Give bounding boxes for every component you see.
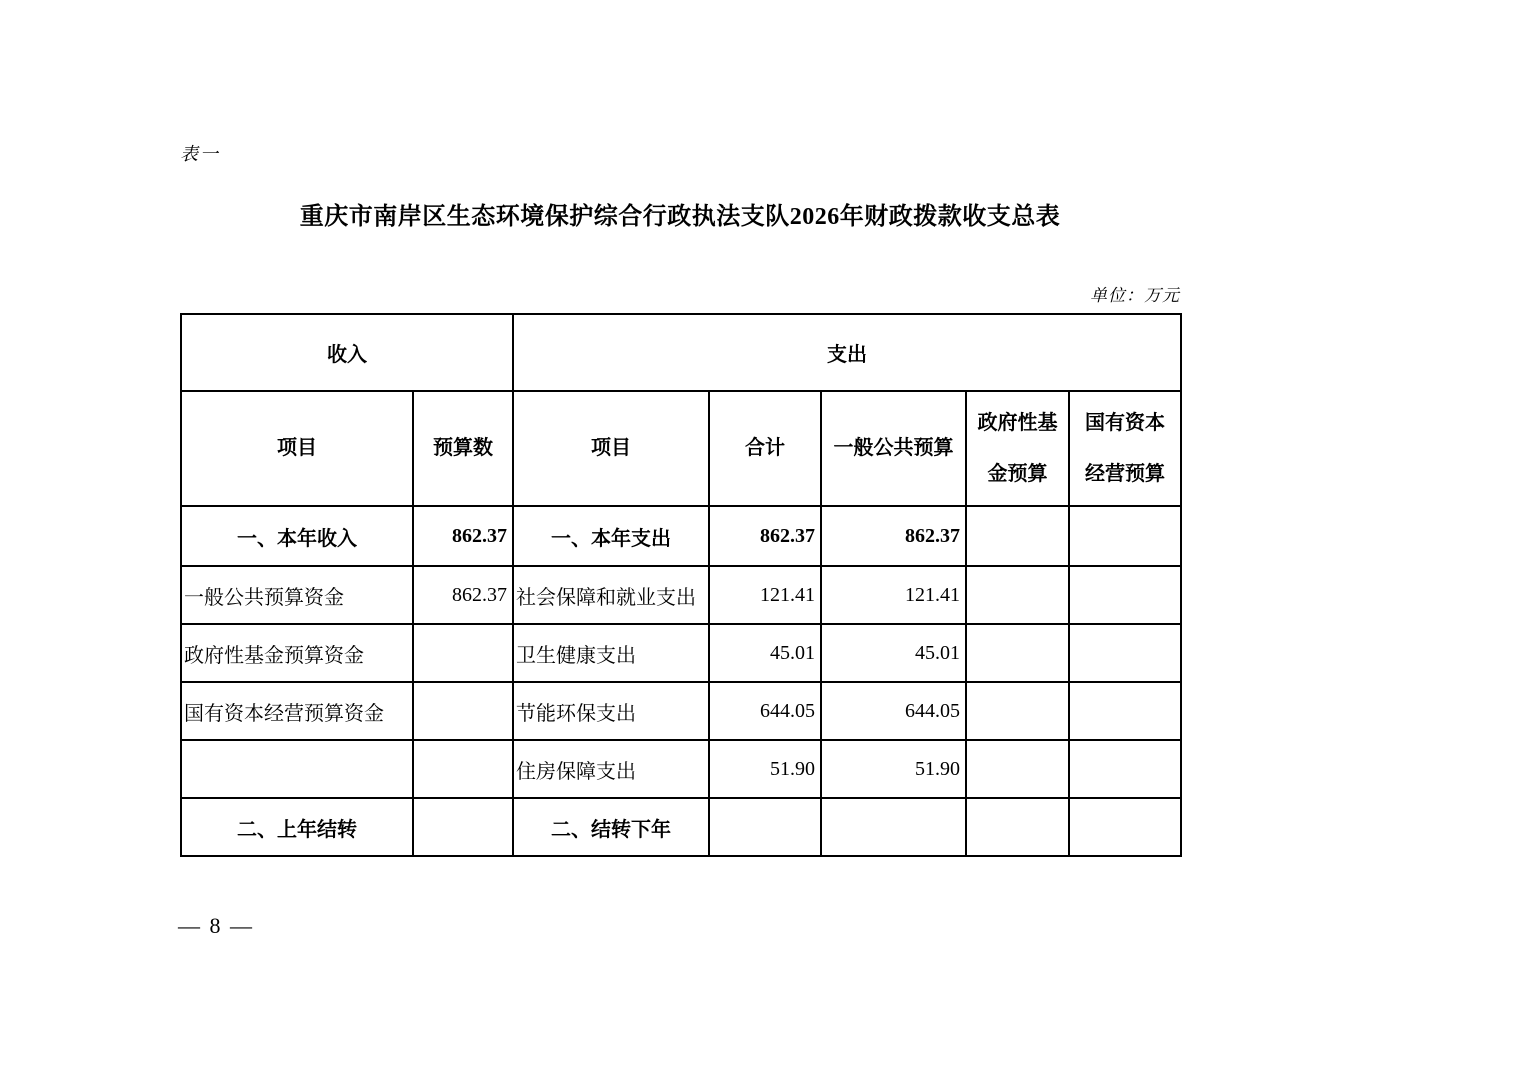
- table-row: [181, 506, 1181, 566]
- cell-total: 51.90: [709, 740, 821, 798]
- col-header-state-capital-budget: 国有资本经营预算: [1069, 391, 1181, 506]
- table-row: [181, 740, 1181, 798]
- cell-income-item: 政府性基金预算资金: [181, 624, 413, 682]
- table-row: [181, 798, 1181, 856]
- group-header-income: 收入: [181, 314, 513, 391]
- unit-note: 单位：万元: [1090, 286, 1180, 305]
- cell-income-item: 二、上年结转: [181, 798, 413, 856]
- budget-table: [180, 313, 1182, 857]
- cell-state-capital-budget: [1069, 798, 1181, 856]
- cell-expense-item: 节能环保支出: [513, 682, 709, 740]
- col-header-income-budget: 预算数: [413, 391, 513, 506]
- page-title: 重庆市南岸区生态环境保护综合行政执法支队2026年财政拨款收支总表: [299, 204, 1061, 230]
- cell-income-budget: 862.37: [413, 566, 513, 624]
- cell-total: 862.37: [709, 506, 821, 566]
- cell-general-public-budget: 121.41: [821, 566, 966, 624]
- cell-state-capital-budget: [1069, 682, 1181, 740]
- cell-income-budget: [413, 740, 513, 798]
- cell-general-public-budget: 51.90: [821, 740, 966, 798]
- cell-general-public-budget: [821, 798, 966, 856]
- cell-government-fund-budget: [966, 682, 1069, 740]
- cell-government-fund-budget: [966, 624, 1069, 682]
- col-header-general-public-budget: 一般公共预算: [821, 391, 966, 506]
- cell-income-item: 一般公共预算资金: [181, 566, 413, 624]
- cell-state-capital-budget: [1069, 740, 1181, 798]
- cell-general-public-budget: 45.01: [821, 624, 966, 682]
- cell-government-fund-budget: [966, 798, 1069, 856]
- cell-total: 45.01: [709, 624, 821, 682]
- cell-expense-item: 卫生健康支出: [513, 624, 709, 682]
- table-label: 表一: [180, 144, 220, 164]
- col-header-government-fund-budget: 政府性基金预算: [966, 391, 1069, 506]
- cell-income-budget: [413, 682, 513, 740]
- page-number: — 8 —: [178, 913, 254, 938]
- cell-government-fund-budget: [966, 740, 1069, 798]
- cell-general-public-budget: 862.37: [821, 506, 966, 566]
- col-header-expense-item: 项目: [513, 391, 709, 506]
- cell-income-item: 一、本年收入: [181, 506, 413, 566]
- cell-state-capital-budget: [1069, 624, 1181, 682]
- cell-income-budget: [413, 798, 513, 856]
- cell-government-fund-budget: [966, 506, 1069, 566]
- cell-income-budget: 862.37: [413, 506, 513, 566]
- cell-general-public-budget: 644.05: [821, 682, 966, 740]
- cell-state-capital-budget: [1069, 506, 1181, 566]
- table-row: [181, 624, 1181, 682]
- col-header-total: 合计: [709, 391, 821, 506]
- cell-expense-item: 一、本年支出: [513, 506, 709, 566]
- column-header-row: [181, 391, 1181, 506]
- group-header-expense: 支出: [513, 314, 1181, 391]
- group-header-row: [181, 314, 1181, 391]
- cell-expense-item: 住房保障支出: [513, 740, 709, 798]
- cell-expense-item: 社会保障和就业支出: [513, 566, 709, 624]
- cell-state-capital-budget: [1069, 566, 1181, 624]
- cell-total: 644.05: [709, 682, 821, 740]
- col-header-income-item: 项目: [181, 391, 413, 506]
- table-row: [181, 566, 1181, 624]
- cell-total: [709, 798, 821, 856]
- cell-income-item: 国有资本经营预算资金: [181, 682, 413, 740]
- cell-total: 121.41: [709, 566, 821, 624]
- table-row: [181, 682, 1181, 740]
- cell-government-fund-budget: [966, 566, 1069, 624]
- cell-income-budget: [413, 624, 513, 682]
- cell-income-item: [181, 740, 413, 798]
- cell-expense-item: 二、结转下年: [513, 798, 709, 856]
